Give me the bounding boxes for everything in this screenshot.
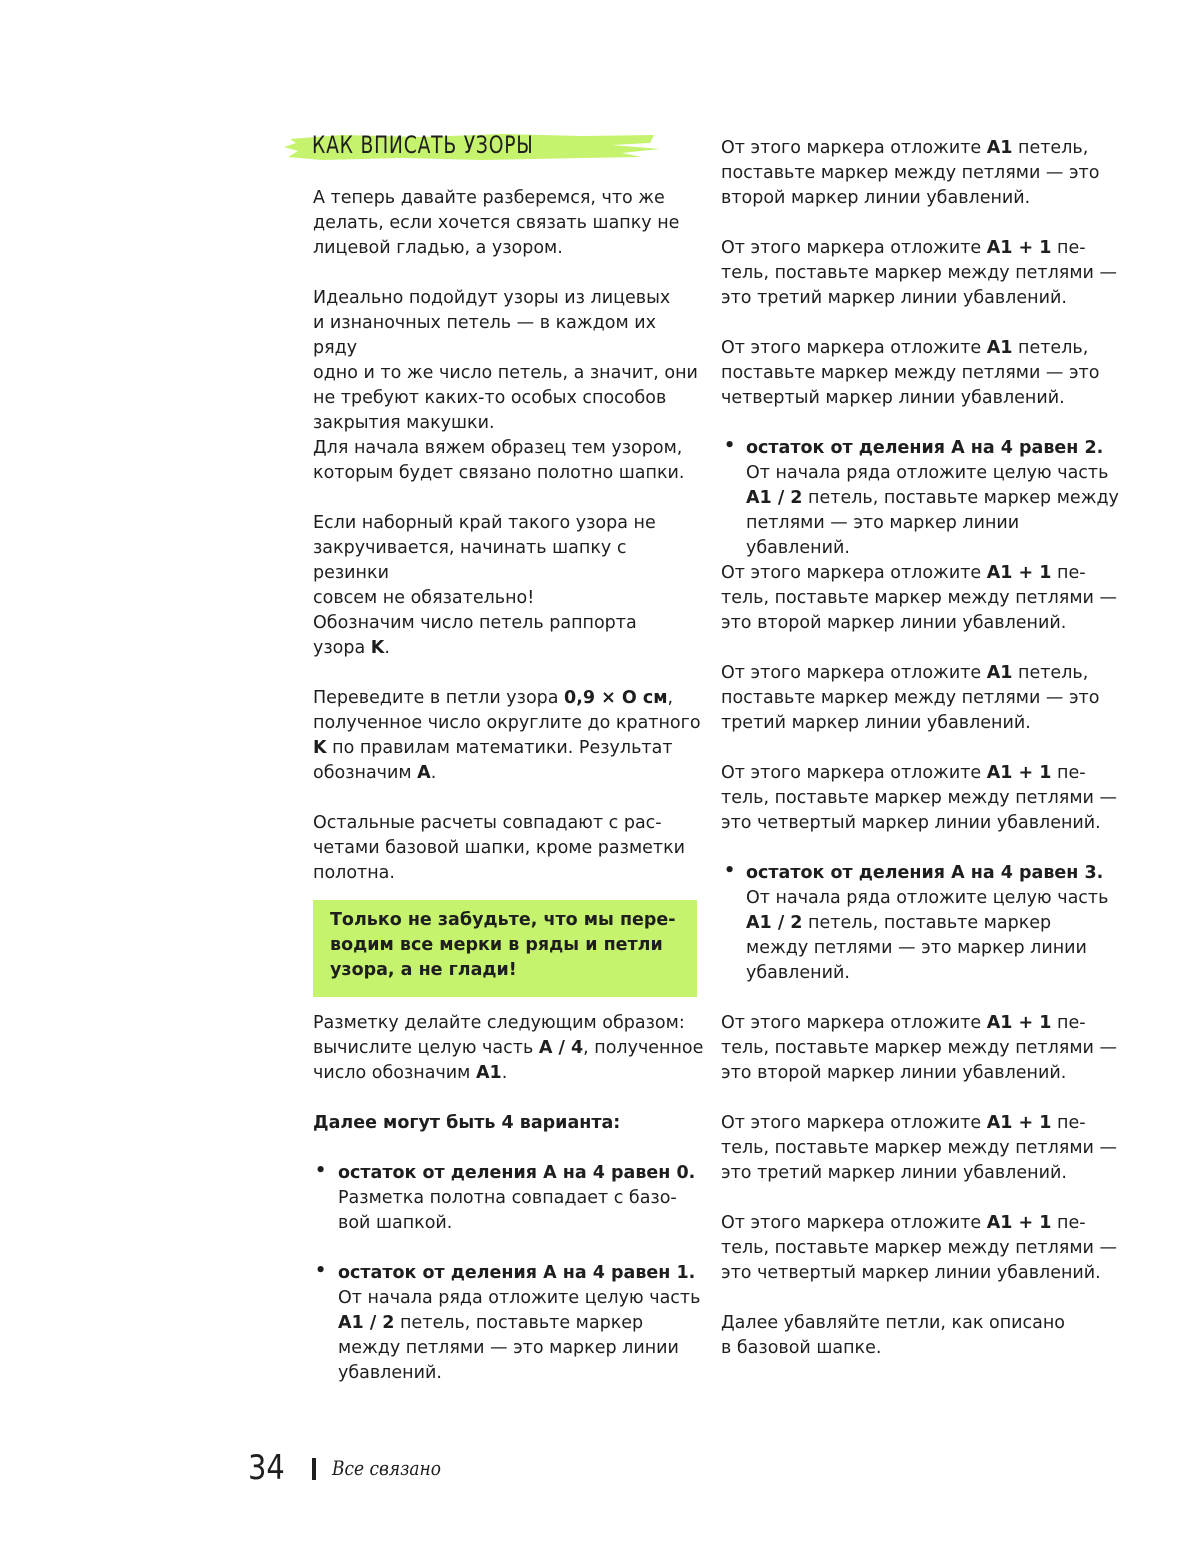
paragraph-marker-4b: От этого маркера отложите A1 + 1 пе- тель, поставьте маркер между петлями — это четвертый маркер линии убавлений. — [721, 763, 1117, 833]
bullet-icon: • — [315, 1261, 327, 1281]
paragraph-variants: Далее могут быть 4 варианта: — [313, 1113, 621, 1133]
list-item-body: От начала ряда отложите целую часть A1 / 2 петель, поставьте маркер между петлями — это маркер линии убавлений. — [746, 463, 1119, 558]
callout-text: Только не забудьте, что мы пере- водим все мерки в ряды и петли узора, а не глади! — [330, 910, 676, 980]
list-item-heading: остаток от деления А на 4 равен 0. — [338, 1163, 696, 1183]
list-item-body: От начала ряда отложите целую часть A1 / 2 петель, поставьте маркер между петлями — это маркер линии убавлений. — [746, 888, 1109, 983]
list-item-body: Разметка полотна совпадает с базо- вой шапкой. — [338, 1188, 677, 1233]
list-item-remainder-1 — [338, 1261, 708, 1386]
list-item-remainder-2 — [746, 436, 1126, 561]
section-heading — [282, 127, 662, 167]
bullet-icon: • — [724, 861, 736, 881]
list-item-heading: остаток от деления А на 4 равен 3. — [746, 863, 1104, 883]
paragraph-marker-4: От этого маркера отложите A1 петель, поставьте маркер между петлями — это четвертый маркер линии убавлений. — [721, 338, 1100, 408]
page-number: 34 — [248, 1448, 285, 1488]
paragraph-marker-2: От этого маркера отложите A1 петель, поставьте маркер между петлями — это второй маркер линии убавлений. — [721, 138, 1100, 208]
paragraph-marker-3c: От этого маркера отложите A1 + 1 пе- тель, поставьте маркер между петлями — это третий маркер линии убавлений. — [721, 1113, 1117, 1183]
paragraph-patterns: Идеально подойдут узоры из лицевых и изнаночных петель — в каждом их ряду одно и то же число петель, а значит, они не требуют каких-то особых способов закрытия макушки. — [313, 288, 698, 433]
list-item-remainder-3 — [746, 861, 1126, 986]
paragraph-marker-3: От этого маркера отложите A1 + 1 пе- тель, поставьте маркер между петлями — это третий маркер линии убавлений. — [721, 238, 1117, 308]
callout-box — [313, 900, 697, 997]
paragraph-cast-on: Если наборный край такого узора не закручивается, начинать шапку с резинки совсем не обязательно! — [313, 513, 656, 608]
paragraph-marker-3b: От этого маркера отложите A1 петель, поставьте маркер между петлями — это третий маркер линии убавлений. — [721, 663, 1100, 733]
paragraph-swatch: Для начала вяжем образец тем узором, которым будет связано полотно шапки. — [313, 438, 685, 483]
heading-text: КАК ВПИСАТЬ УЗОРЫ — [312, 131, 534, 159]
footer-divider — [312, 1458, 316, 1480]
list-item-heading: остаток от деления А на 4 равен 1. — [338, 1263, 696, 1283]
paragraph-finish: Далее убавляйте петли, как описано в базовой шапке. — [721, 1313, 1066, 1358]
list-item-heading: остаток от деления А на 4 равен 2. — [746, 438, 1104, 458]
paragraph-marker-4c: От этого маркера отложите A1 + 1 пе- тель, поставьте маркер между петлями — это четвертый маркер линии убавлений. — [721, 1213, 1117, 1283]
paragraph-marking: Разметку делайте следующим образом: вычислите целую часть A / 4, полученное число обозначим A1. — [313, 1013, 704, 1083]
paragraph-convert: Переведите в петли узора 0,9 × О см, полученное число округлите до кратного K по правилам математики. Результат обозначим A. — [313, 688, 701, 783]
list-item-remainder-0 — [338, 1161, 708, 1236]
list-item-body: От начала ряда отложите целую часть A1 / 2 петель, поставьте маркер между петлями — это маркер линии убавлений. — [338, 1288, 701, 1383]
paragraph-other-calculations: Остальные расчеты совпадают с рас- четами базовой шапки, кроме разметки полотна. — [313, 813, 686, 883]
paragraph-marker-2b: От этого маркера отложите A1 + 1 пе- тель, поставьте маркер между петлями — это второй маркер линии убавлений. — [721, 563, 1117, 633]
bullet-icon: • — [724, 436, 736, 456]
bullet-icon: • — [315, 1161, 327, 1181]
paragraph-marker-2c: От этого маркера отложите A1 + 1 пе- тель, поставьте маркер между петлями — это второй маркер линии убавлений. — [721, 1013, 1117, 1083]
paragraph-repeat: Обозначим число петель раппорта узора K. — [313, 613, 637, 658]
running-title: Все связано — [332, 1456, 441, 1480]
paragraph-intro: А теперь давайте разберемся, что же делать, если хочется связать шапку не лицевой гладью, а узором. — [313, 188, 680, 258]
